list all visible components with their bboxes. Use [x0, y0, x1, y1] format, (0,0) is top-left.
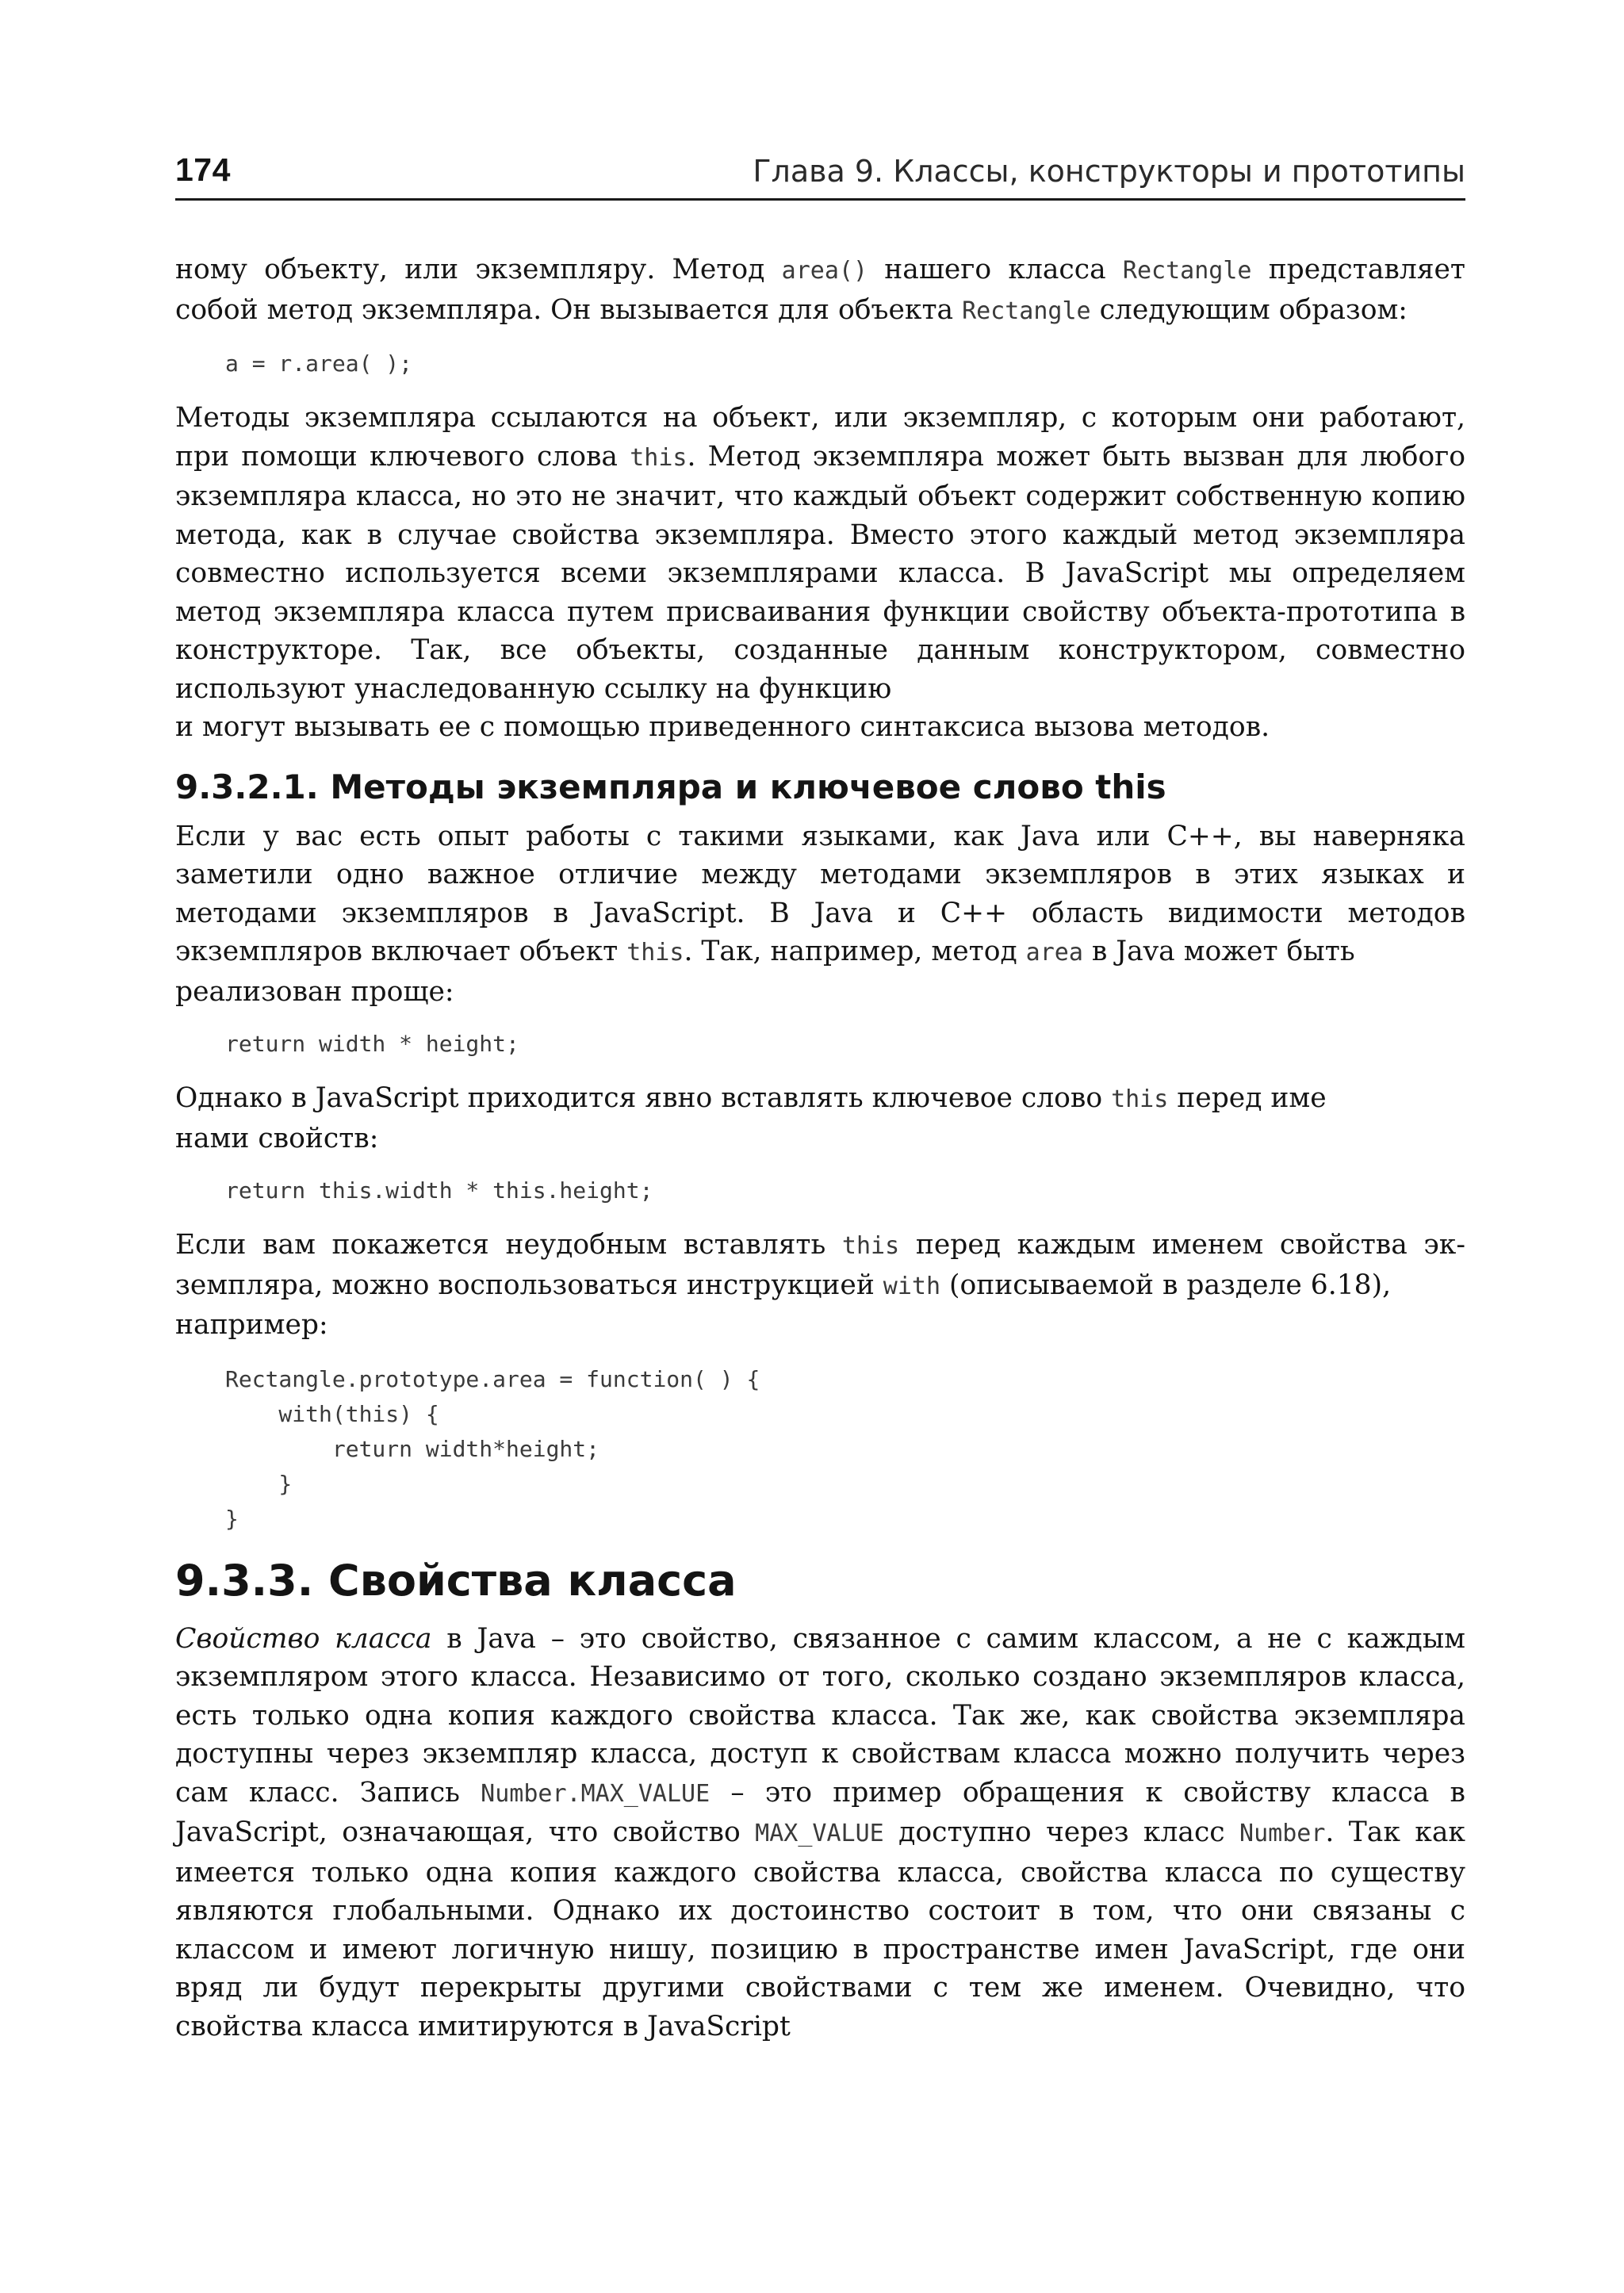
page-content	[175, 251, 1465, 2046]
text-run: Если вам покажется неудобным вставлять	[175, 1229, 842, 1261]
text-run: доступно через класс	[883, 1816, 1240, 1848]
inline-code: area	[1025, 939, 1083, 967]
text-run: – это пример обращения к свойству класса в JavaScript, означающая, что свойство	[175, 1776, 1465, 1848]
page-header	[175, 141, 1465, 201]
page-number: 174	[175, 151, 231, 188]
text-run: в Java может быть	[1082, 936, 1355, 967]
emphasized-term: Свойство класса	[175, 1622, 432, 1655]
inline-code: with	[883, 1272, 941, 1300]
paragraph-with-statement	[175, 1226, 1465, 1345]
code-listing-area-call: a = r.area( );	[225, 350, 413, 377]
text-run: представляет собой метод экземпляра. Он вызывается для объекта	[175, 254, 1466, 326]
paragraph-class-properties	[175, 1620, 1465, 2046]
inline-code: this	[841, 1232, 900, 1260]
text-run: нами свойств:	[175, 1122, 379, 1154]
paragraph-this-keyword	[175, 817, 1465, 1012]
paragraph-instance-methods	[175, 399, 1465, 747]
text-run: и могут вызывать ее с помощью приведенного синтаксиса вызова методов.	[175, 711, 1270, 743]
text-run: в Java – это свойство, связанное с самим классом, а не с каждым экземпляром этого класса. Независимо от того, сколько создано экземпляров класса, есть только одна копия каждого свойства класса. Так же, как свойства экземпляра доступны через экземпляр класса, доступ к свойствам класса можно получить через сам класс. Запись	[175, 1622, 1466, 1809]
text-run: Методы экземпляра ссылаются на объект, или экземпляр, с которым они работают, при помощи ключевого слова	[175, 402, 1465, 473]
running-title: Глава 9. Классы, конструкторы и прототипы	[753, 154, 1465, 189]
inline-code: this	[626, 939, 684, 967]
text-run: ному объекту, или экземпляру. Метод	[175, 254, 782, 285]
inline-code: this	[1111, 1085, 1169, 1113]
inline-code: area()	[781, 257, 868, 285]
code-listing-with-this: Rectangle.prototype.area = function( ) { with(this) { return width*height; } }	[225, 1365, 760, 1532]
paragraph-explicit-this	[175, 1079, 1465, 1158]
inline-code: this	[630, 443, 688, 472]
inline-code: Rectangle	[962, 297, 1091, 325]
inline-code: Number	[1239, 1820, 1326, 1847]
text-run: Однако в JavaScript приходится явно вставлять ключевое слово	[175, 1082, 1112, 1114]
text-run: . Так, например, метод	[684, 936, 1026, 967]
text-run: перед каждым именем свойства экземпляра, можно воспользоваться инструкцией	[175, 1229, 1465, 1301]
text-run: Если у вас есть опыт работы с такими языками, как Java или C++, вы наверняка заметили одно важное отличие между методами экземпляров в этих языках и методами экземпляров в JavaScript. В Java и C++ область видимости методов экземпляров включает объект	[175, 820, 1465, 967]
inline-code: MAX_VALUE	[755, 1820, 884, 1847]
inline-code: Number.MAX_VALUE	[481, 1779, 710, 1808]
text-run: . Так как имеется только одна копия каждого свойства класса, свойства класса по существу являются глобальными. Однако их достоинство состоит в том, что они связаны с классом и имеют логичную нишу, позицию в пространстве имен JavaScript, где они вряд ли будут перекрыты другими свойствами с тем же именем. Очевидно, что свойства класса имитируются в JavaScript	[175, 1816, 1465, 2042]
inline-code: Rectangle	[1122, 257, 1252, 285]
text-run: перед име	[1168, 1082, 1327, 1114]
text-run: нашего класса	[868, 254, 1123, 285]
heading-9-3-3: 9.3.3. Свойства класса	[175, 1555, 737, 1606]
code-listing-width-height: return width * height;	[225, 1031, 519, 1057]
text-run: следующим образом:	[1090, 293, 1408, 326]
text-run: реализован проще:	[175, 975, 454, 1008]
text-run: например:	[175, 1309, 328, 1341]
code-listing-this-width-height: return this.width * this.height;	[225, 1177, 653, 1204]
heading-9-3-2-1: 9.3.2.1. Методы экземпляра и ключевое слово this	[175, 767, 1166, 806]
text-run: (описываемой в разделе 6.18),	[940, 1269, 1392, 1301]
paragraph-instance-method-intro	[175, 251, 1465, 331]
text-run: . Метод экземпляра может быть вызван для любого экземпляра класса, но это не значит, что каждый объект содержит собственную копию метода, как в случае свойства экземпляра. Вместо этого каждый метод экземпляра совместно используется всеми экземплярами класса. В JavaScript мы определяем метод экземпляра класса путем присваивания функции свойству объекта-прототипа в конструкторе. Так, все объекты, созданные данным конструктором, совместно используют унаследованную ссылку на функцию	[175, 440, 1466, 705]
